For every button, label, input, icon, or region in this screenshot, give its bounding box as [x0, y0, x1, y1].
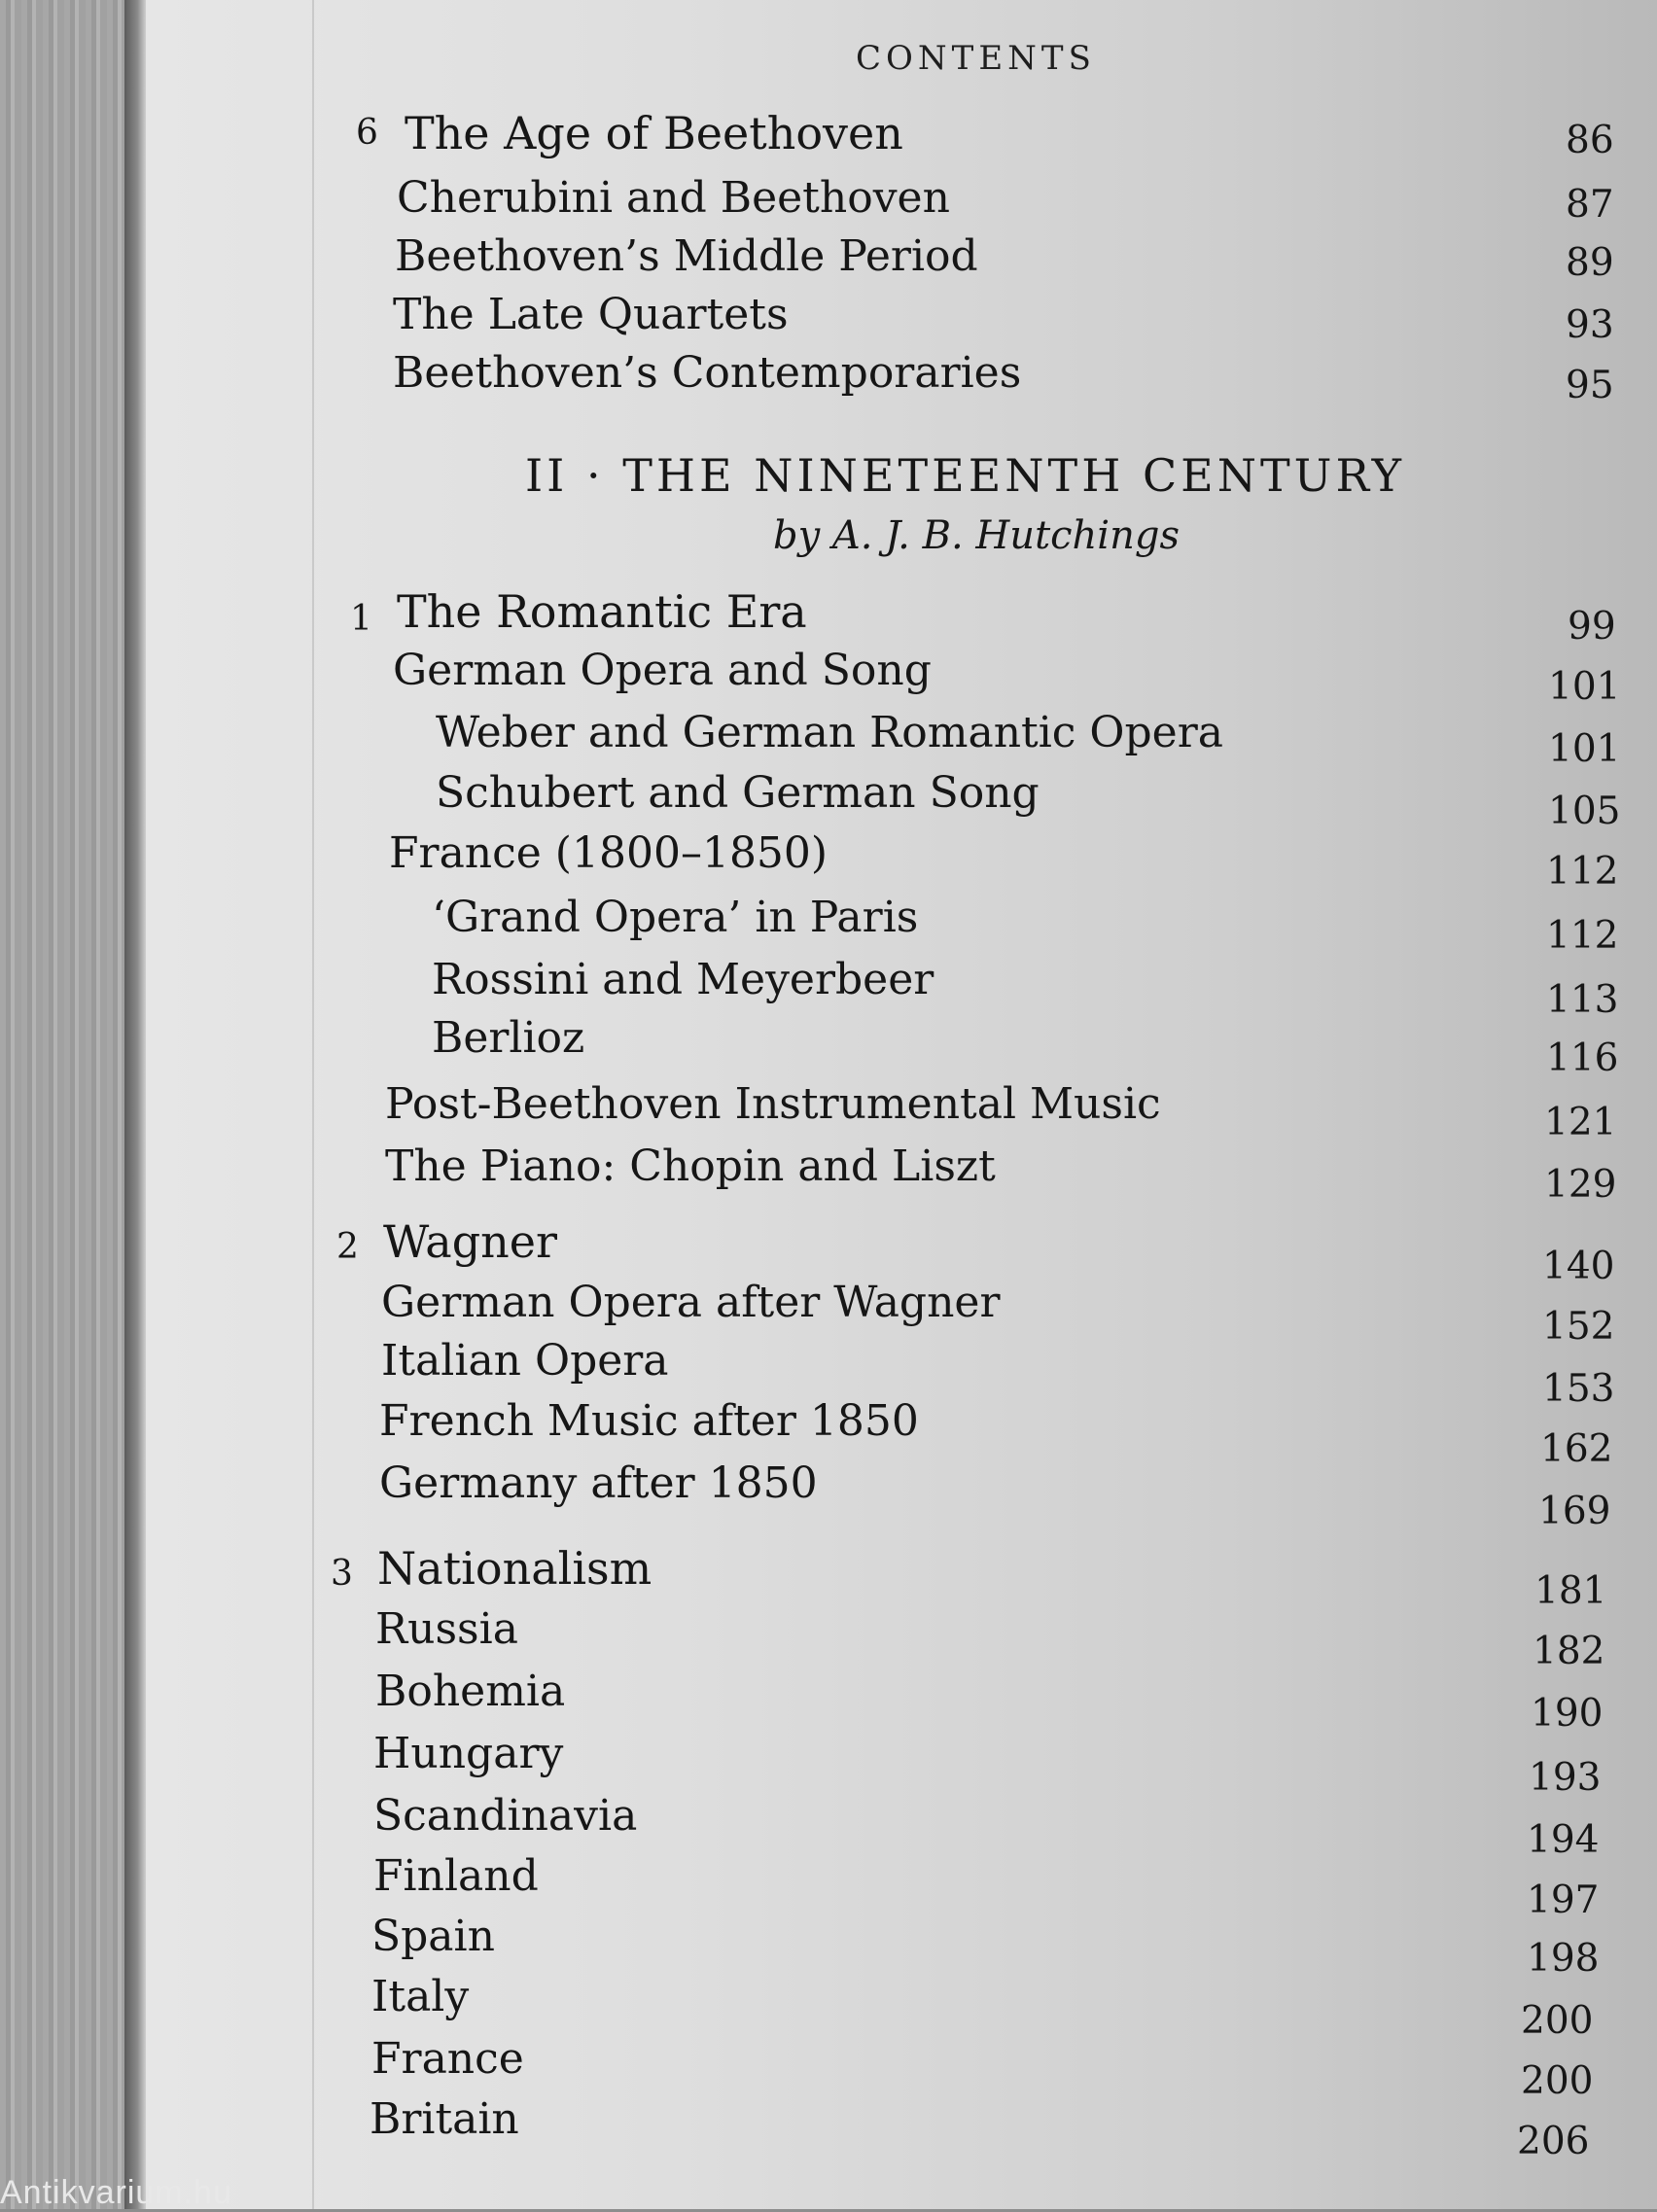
page-number: 121	[1544, 1101, 1617, 1144]
page-number: 112	[1546, 850, 1619, 894]
chapter-title: Nationalism	[377, 1542, 652, 1595]
toc-entry: Germany after 1850	[379, 1458, 818, 1508]
toc-entry: Beethoven’s Contemporaries	[393, 348, 1022, 398]
toc-entry: Weber and German Romantic Opera	[436, 708, 1223, 757]
toc-entry: Hungary	[373, 1729, 564, 1778]
page-number: 105	[1548, 790, 1621, 833]
page-number: 93	[1566, 303, 1614, 347]
toc-entry: Post-Beethoven Instrumental Music	[385, 1079, 1161, 1129]
part-title: II · THE NINETEENTH CENTURY	[525, 449, 1406, 502]
chapter-title: The Age of Beethoven	[405, 107, 903, 159]
toc-entry: Russia	[375, 1604, 518, 1654]
chapter-number: 3	[331, 1554, 353, 1594]
part-author: by A. J. B. Hutchings	[773, 513, 1180, 558]
page-number: 162	[1540, 1427, 1613, 1471]
toc-entry: Beethoven’s Middle Period	[395, 231, 978, 281]
toc-entry: France	[371, 2034, 524, 2084]
toc-entry: The Piano: Chopin and Liszt	[385, 1141, 996, 1191]
toc-entry: Finland	[373, 1851, 539, 1901]
page-number: 89	[1566, 241, 1614, 285]
chapter-number: 1	[350, 599, 372, 639]
toc-entry: Britain	[370, 2094, 519, 2144]
page-number: 116	[1546, 1036, 1619, 1080]
page-number: 200	[1521, 2059, 1594, 2103]
toc-entry: The Late Quartets	[393, 290, 789, 339]
toc-entry: ‘Grand Opera’ in Paris	[432, 893, 919, 942]
adjacent-page-edge	[0, 0, 136, 2209]
chapter-title: Wagner	[383, 1215, 557, 1268]
toc-entry: German Opera after Wagner	[381, 1278, 1001, 1327]
toc-entry: Rossini and Meyerbeer	[432, 955, 934, 1004]
page-number: 99	[1568, 605, 1616, 649]
toc-entry: Italian Opera	[381, 1336, 669, 1386]
gutter-shadow	[124, 0, 146, 2209]
page-number: 95	[1566, 364, 1614, 407]
toc-entry: Cherubini and Beethoven	[397, 173, 950, 223]
toc-entry: Berlioz	[432, 1013, 585, 1063]
page-number: 129	[1544, 1163, 1617, 1207]
page-number: 198	[1527, 1937, 1600, 1981]
page-number: 140	[1542, 1245, 1615, 1288]
page-number: 197	[1527, 1878, 1600, 1922]
page-number: 206	[1517, 2120, 1590, 2163]
page-number: 193	[1529, 1756, 1602, 1800]
page-edge-line	[312, 0, 314, 2209]
toc-entry: Italy	[371, 1972, 470, 2021]
page-number: 101	[1548, 727, 1621, 771]
page-number: 87	[1566, 183, 1614, 227]
page-number: 190	[1531, 1692, 1604, 1736]
page-number: 182	[1533, 1630, 1605, 1673]
toc-entry: Schubert and German Song	[436, 768, 1040, 818]
chapter-number: 2	[336, 1227, 359, 1267]
chapter-title: The Romantic Era	[397, 585, 807, 638]
page-number: 181	[1534, 1569, 1607, 1613]
chapter-number: 6	[356, 113, 378, 153]
toc-entry: German Opera and Song	[393, 646, 932, 695]
page-number: 86	[1566, 119, 1614, 162]
page-number: 152	[1542, 1305, 1615, 1349]
page-number: 101	[1548, 665, 1621, 709]
toc-entry: Scandinavia	[373, 1791, 638, 1841]
watermark: Antikvarium.hu	[0, 2174, 232, 2211]
page-number: 200	[1521, 1999, 1594, 2043]
page-number: 169	[1538, 1490, 1611, 1533]
toc-entry: France (1800–1850)	[389, 828, 828, 878]
page-number: 153	[1542, 1367, 1615, 1411]
page-number: 113	[1546, 978, 1619, 1022]
contents-heading: CONTENTS	[856, 39, 1096, 78]
toc-entry: Spain	[371, 1912, 495, 1961]
page-number: 194	[1527, 1818, 1600, 1862]
page-number: 112	[1546, 914, 1619, 958]
toc-entry: Bohemia	[375, 1667, 566, 1716]
toc-entry: French Music after 1850	[379, 1396, 919, 1446]
